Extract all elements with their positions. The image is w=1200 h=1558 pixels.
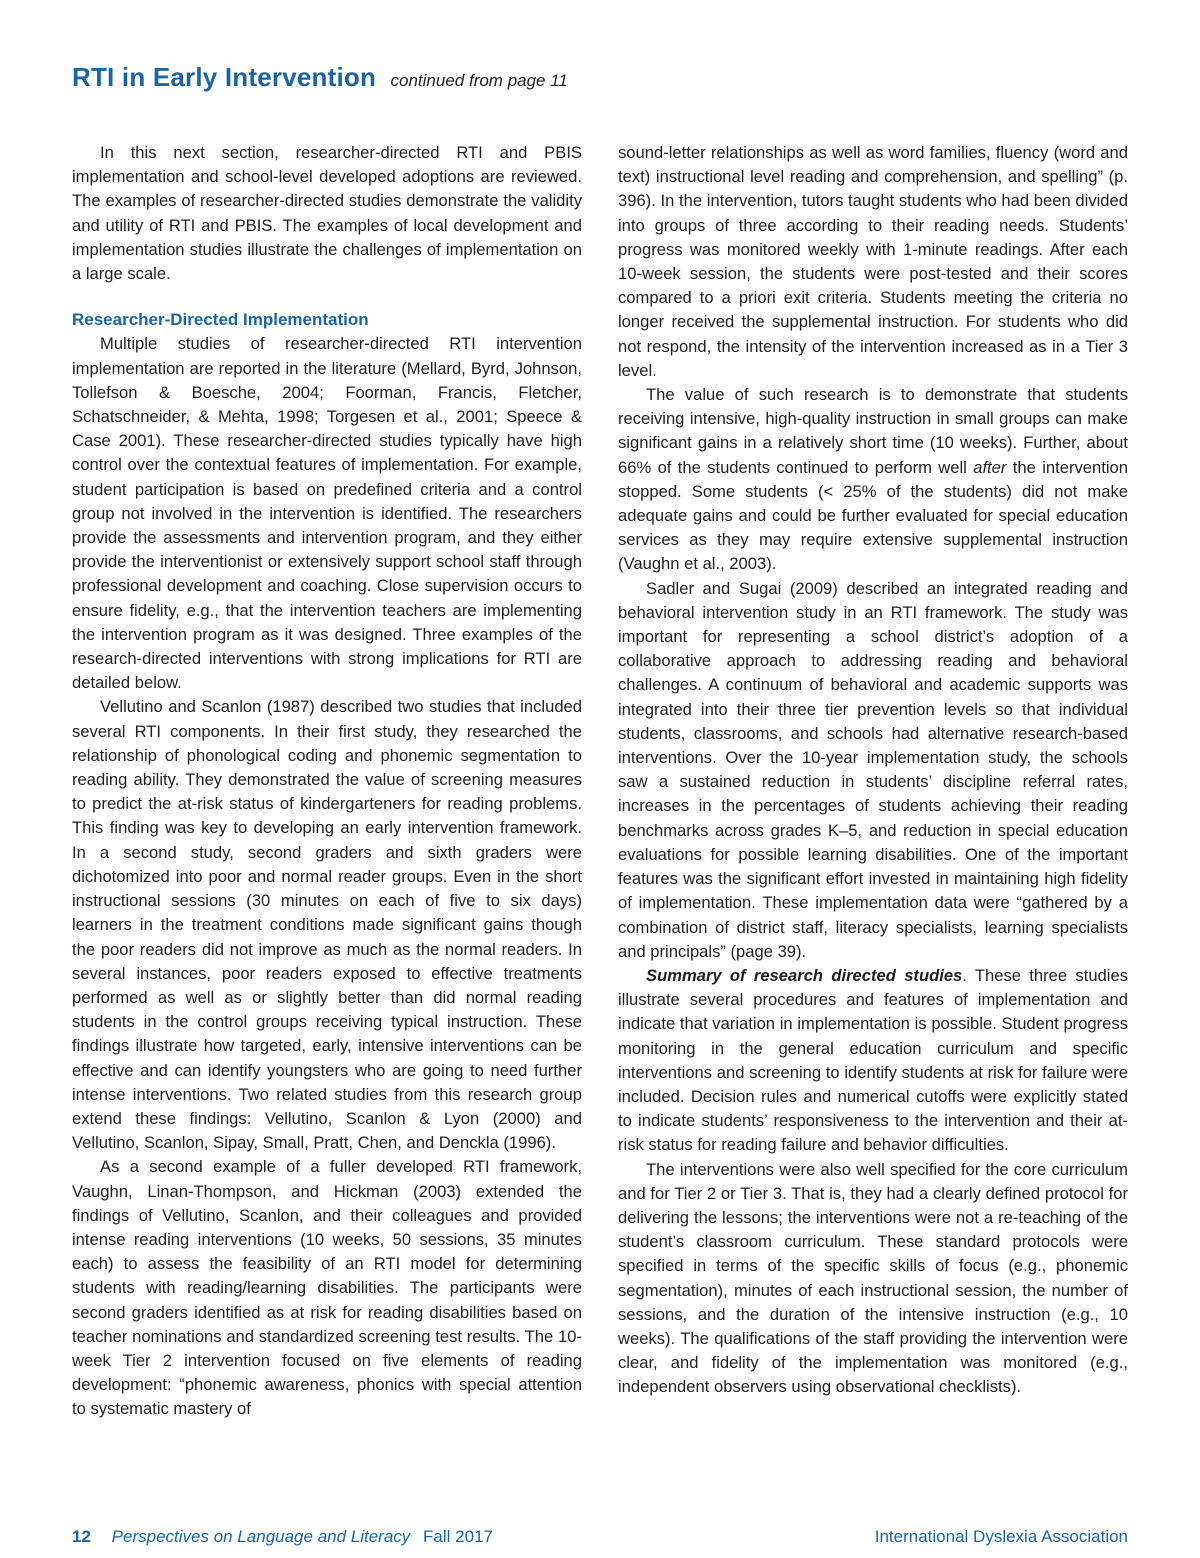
body-paragraph: Sadler and Sugai (2009) described an integrated reading and behavioral intervention study in an RTI framework. The study was important for representing a school district’s adoption of a collaborative approach to addressing reading and behavioral challenges. A continuum of behavioral and academic supports was integrated into their three tier prevention levels so that individual students, classrooms, and schools had alternative research-based interventions. Over the 10-year implementation study, the schools saw a sustained reduction in students’ discipline referral rates, increases in the percentages of students achieving their reading benchmarks across grades K–5, and reduction in special education evaluations for possible learning disabilities. One of the important features was the significant effort invested in maintaining high fidelity of implementation. These implementation data were “gathered by a combination of district staff, literacy specialists, learning specialists and principals” (page 39). bbox=[618, 578, 1128, 961]
page-number: 12 bbox=[72, 1527, 91, 1546]
body-paragraph: Multiple studies of researcher-directed RTI intervention implementation are reported in the literature (Mellard, Byrd, Johnson, Tollefson & Boesche, 2004; Foorman, Francis, Fletcher, Schatschneider, & Mehta, 1998; Torgesen et al., 2001; Speece & Case 2001). These researcher-directed studies typically have high control over the contextual features of implementation. For example, student participation is based on predefined criteria and a control group not involved in the intervention is identified. The researchers provide the assessments and intervention program, and they either provide the interventionist or extensively support school staff through professional development and coaching. Close supervision occurs to ensure fidelity, e.g., that the intervention teachers are implementing the intervention program as it was designed. Three examples of the research-directed interventions with strong implications for RTI are detailed below. bbox=[72, 334, 582, 693]
section-heading: Researcher-Directed Implementation bbox=[72, 310, 369, 330]
body-paragraph: The interventions were also well specified for the core curriculum and for Tier 2 or Tier 3. That is, they had a clearly defined protocol for delivering the lessons; the interventions were not a re-teaching of the student’s classroom curriculum. These standard protocols were specified in terms of the specific skills of focus (e.g., phonemic segmentation), minutes of each instructional session, the number of sessions, and the duration of the intensive instruction (e.g., 10 weeks). The qualifications of the staff providing the intervention were clear, and fidelity of the implementation was monitored (e.g., independent observers using observational checklists). bbox=[618, 1159, 1128, 1397]
body-paragraph: sound-letter relationships as well as word families, fluency (word and text) instructional level reading and comprehension, and spelling” (p. 396). In the intervention, tutors taught students who had been divided into groups of three according to their reading needs. Students’ progress was monitored weekly with 1-minute readings. After each 10-week session, the students were post-tested and their scores compared to a priori exit criteria. Students meeting the criteria no longer received the supplemental instruction. For students who did not respond, the intensity of the intervention increased as in a Tier 3 level. bbox=[618, 143, 1128, 380]
body-paragraph bbox=[618, 383, 1128, 577]
body-paragraph: Vellutino and Scanlon (1987) described two studies that included several RTI components. In their first study, they researched the relationship of phonological coding and phonemic segmentation to reading ability. They demonstrated the value of screening measures to predict the at-risk status of kindergarteners for reading problems. This finding was key to developing an early intervention framework. In a second study, second graders and sixth graders were dichotomized into poor and normal reader groups. Even in the short instructional sessions (30 minutes on each of five to six days) learners in the treatment conditions made significant gains though the poor readers did not improve as much as the normal readers. In several instances, poor readers exposed to effective treatments performed as well as or slightly better than did normal reading students in the control groups receiving typical instruction. These findings illustrate how targeted, early, intensive interventions can be effective and can identify youngsters who are going to need further intense interventions. Two related studies from this research group extend these findings: Vellutino, Scanlon & Lyon (2000) and Vellutino, Scanlon, Sipay, Small, Pratt, Chen, and Denckla (1996). bbox=[72, 697, 582, 1153]
text-run: . These three studies illustrate several procedures and features of implementation and indicate that variation in implementation is possible. Student progress monitoring in the general education curriculum and specific interventions and screening to identify students at risk for failure were included. Decision rules and numerical cutoffs were explicitly stated to indicate students’ responsiveness to the intervention and their at-risk status for reading failure and behavior difficulties. bbox=[618, 965, 1128, 1155]
body-paragraph: As a second example of a fuller developed RTI framework, Vaughn, Linan-Thompson, and Hickman (2003) extended the findings of Vellutino, Scanlon, and their colleagues and provided intense reading interventions (10 weeks, 50 sessions, 35 minutes each) to assess the feasibility of an RTI model for determining students with reading/learning disabilities. The participants were second graders identified as at risk for reading disabilities based on teacher nominations and standardized screening test results. The 10-week Tier 2 intervention focused on five elements of reading development: “phonemic awareness, phonics with special attention to systematic mastery of bbox=[72, 1157, 582, 1419]
running-header bbox=[72, 62, 568, 93]
text-run: the intervention stopped. Some students (< 25% of the students) did not make adequate gains and could be further evaluated for special education services as they may require extensive supplemental instruction (Vaughn et al., 2003). bbox=[618, 457, 1128, 574]
page-footer bbox=[72, 1527, 1128, 1547]
article-title: RTI in Early Intervention bbox=[72, 62, 377, 92]
organization-name: International Dyslexia Association bbox=[874, 1527, 1128, 1546]
intro-paragraph: In this next section, researcher-directed RTI and PBIS implementation and school-level developed adoptions are reviewed. The examples of researcher-directed studies demonstrate the validity and utility of RTI and PBIS. The examples of local development and implementation studies illustrate the challenges of implementation on a large scale. bbox=[72, 143, 582, 284]
emphasis-text: after bbox=[973, 457, 1007, 477]
journal-name: Perspectives on Language and Literacy bbox=[111, 1527, 411, 1546]
left-column bbox=[72, 141, 582, 1422]
body-paragraph bbox=[618, 964, 1128, 1158]
continued-note: continued from page 11 bbox=[390, 71, 568, 90]
run-in-heading: Summary of research directed studies bbox=[646, 965, 963, 985]
text-run: The value of such research is to demonstrate that students receiving intensive, high-quality instruction in small groups can make significant gains in a relatively short time (10 weeks). Further, about 66% of the students continued to perform well bbox=[618, 385, 1128, 477]
right-column bbox=[618, 141, 1128, 1400]
issue-label: Fall 2017 bbox=[423, 1527, 493, 1546]
